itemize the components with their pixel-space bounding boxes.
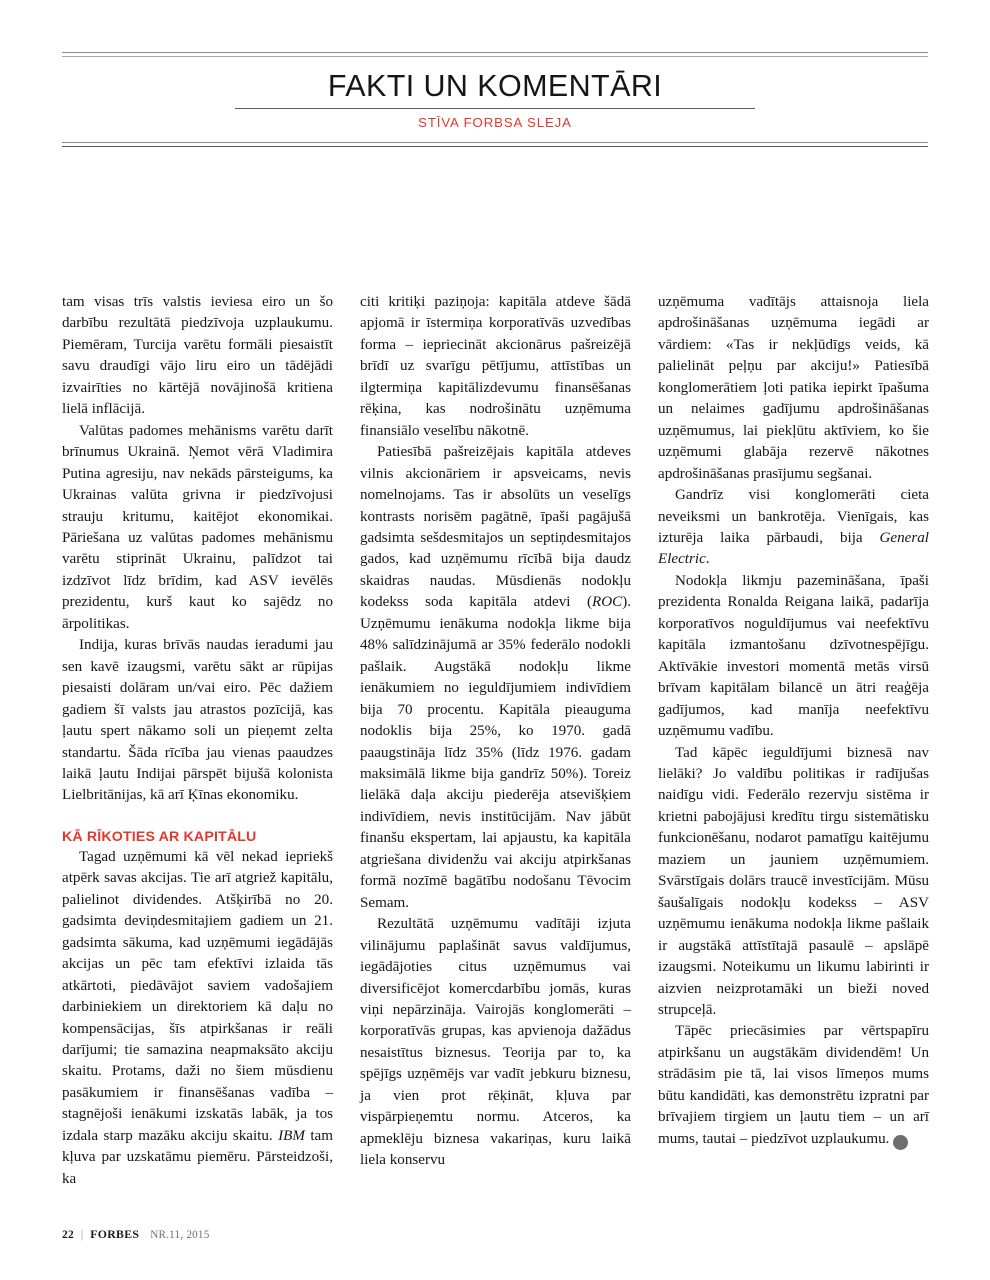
paragraph-text: ). Uzņēmumu ienākuma nodokļa likme bija 48% salīdzinājumā ar 35% federālo nodokli pašlaik. Augstākā nodokļu likme ienākumiem no ieguldījumiem indivīdiem bija 70 procentu. Kapitāla pieauguma nodoklis bija 25%, ko 1970. gadā paaugstināja līdz 35% (līdz 1976. gadam maksimālā likme bija gandrīz 50%). Toreiz lielākā daļa akciju piederēja atsevišķiem indivīdiem, nevis institūcijām. Nav jābūt finanšu ekspertam, lai apjaustu, ka kapitāla atgriešana dividenžu vai akciju atpirkšanas formā nozīmē bagātību nodošanu Tēvocim Semam. (360, 594, 631, 911)
paragraph: Nodokļa likmju pazemināšana, īpaši prezidenta Ronalda Reigana laikā, padarīja korporatīvos noguldījumus vai neefektīvu kapitāla izmantošanu dzīvotnespējīgu. Aktīvākie investori momentā metās virsū brīvam kapitālam bilancē un ātri reaģēja gadījumos, kad manīja neefektīvu uzņēmumu vadību. (658, 572, 929, 740)
section-heading: KĀ RĪKOTIES AR KAPITĀLU (62, 828, 257, 845)
article-column-1 (62, 292, 333, 1190)
article-column-2 (360, 292, 631, 1190)
paragraph (658, 1021, 929, 1150)
masthead-bottom-rule (62, 142, 928, 147)
article-columns (62, 292, 930, 1190)
paragraph-text: Gandrīz visi konglomerāti cieta neveiksmi un bankrotēja. Vienīgais, kas izturēja laika pārbaudi, bija (658, 487, 929, 546)
paragraph: tam visas trīs valstis ieviesa eiro un šo darbību rezultātā piedzīvoja uzplaukumu. Piemēram, Turcija varētu formāli piesaistīt savu draudīgi vājo liru eiro un tādējādi izvairīties no kārtējā novājinošā kritiena lielā inflācijā. (62, 294, 333, 418)
masthead-inner (62, 57, 928, 138)
footer-folio (62, 1227, 210, 1242)
paragraph: Tad kāpēc ieguldījumi biznesā nav lielāki? Jo valdību politikas ir radījušas naidīgu vidi. Federālo rezervju sistēma ir krietni pabojājusi kredītu tirgu sistemātisku funkcionēšanu, nodarot pamatīgu kaitējumu maziem un jauniem uzņēmumiem. Svārstīgais dolārs traucē investīcijām. Mūsu šaušalīgais nodokļu kodekss – ASV uzņēmumu ienākuma nodokļa likme pašlaik ir augstākā attīstītajā pasaulē – apslāpē izaugsmi. Noteikumu un likumu labirinti ir aizvien neizprotamāki un bieži noved strupceļā. (658, 744, 929, 1018)
paragraph (62, 847, 333, 1190)
paragraph (360, 442, 631, 914)
folio-page-number: 22 (62, 1229, 74, 1241)
forbes-end-mark-icon: F (893, 1135, 908, 1150)
page-title: FAKTI UN KOMENTĀRI (327, 69, 663, 103)
folio-separator: | (80, 1229, 84, 1241)
article-column-3 (658, 292, 929, 1190)
paragraph: uzņēmuma vadītājs attaisnoja liela apdrošināšanas uzņēmuma iegādi ar vārdiem: «Tas ir nekļūdīgs veids, kā palielināt peļņu par akciju!» Patiesībā konglomerātiem ļoti patika iepirkt īpašuma un nelaimes gadījumu apdrošināšanas uzņēmumus, lai piekļūtu aktīviem, ko šie uzņēmumi glabāja rezervē nākotnes apdrošināšanas prasījumu segšanai. (658, 294, 929, 482)
italic-term-general-electric: General Electric (658, 529, 929, 568)
paragraph-text: . (705, 551, 710, 568)
folio-issue: NR.11, 2015 (150, 1229, 210, 1241)
masthead (62, 52, 928, 147)
paragraph-text: tam kļuva par uzskatāmu piemēru. Pārsteidzoši, ka (62, 1127, 333, 1187)
paragraph-text: Tāpēc priecāsimies par vērtspapīru atpirkšanu un augstākām dividendēm! Un strādāsim pie tā, lai visos līmeņos mums būtu kandidāti, kas demonstrētu izpratni par brīvajiem tirgiem un ļautu tiem – un arī mums, tautai – piedzīvot uzplaukumu. (658, 1023, 929, 1147)
paragraph: Valūtas padomes mehānisms varētu darīt brīnumus Ukrainā. Ņemot vērā Vladimira Putina agresiju, nav nekāds pārsteigums, ka Ukrainas valūta grivna ir piedzīvojusi strauju kritumu, kaitējot ekonomikai. Pāriešana uz valūtas padomes mehānismu varētu stiprināt Ukrainu, palīdzot tai izdzīvot līdz brīdim, kad ASV ievēlēs prezidentu, kurš kaut ko sajēdz no ārpolitikas. (62, 422, 333, 632)
folio-brand: FORBES (90, 1227, 140, 1241)
italic-term-ibm: IBM (278, 1127, 305, 1144)
paragraph: Indija, kuras brīvās naudas ieradumi jau sen kavē izaugsmi, varētu sākt ar rūpijas piesaisti dolāram un/vai eiro. Pēc dažiem gadiem šī valsts jau atrastos pozīcijā, kas ļautu spert nākamo soli un pieņemt zelta standartu. Šāda rīcība jau vienas paaudzes laikā ļautu Indijai pārspēt bijušā kolonista Lielbritānijas, kā arī Ķīnas ekonomiku. (62, 637, 333, 804)
masthead-divider (235, 108, 755, 109)
paragraph-text: Patiesībā pašreizējais kapitāla atdeves vilnis akcionāriem ir apsveicams, nevis nomelnojams. Tas ir absolūts un veselīgs kontrasts norisēm pagātnē, īpaši pagājušā gadsimta sešdesmitajos un septiņdesmitajos gados, kad uzņēmumu rīcībā bija daudz skaidras naudas. Mūsdienās nodokļu kodekss soda kapitāla atdevi ( (360, 444, 631, 611)
paragraph: Rezultātā uzņēmumu vadītāji izjuta vilinājumu paplašināt savus valdījumus, iegādājoties citus uzņēmumus vai diversificējot komercdarbību jomās, kuras viņi nepārzināja. Vairojās konglomerāti – korporatīvās grupas, kas apvienoja dažādus nesaistītus biznesus. Teorija par to, ka spējīgs uzņēmējs var vadīt jebkuru biznesu, ja vien prot rēķināt, kļuva par vispārpieņemtu normu. Atceros, ka apmeklēju biznesa vakariņas, kuru laikā liela konservu (360, 916, 631, 1169)
paragraph (658, 485, 929, 571)
italic-term-roc: ROC (592, 594, 623, 611)
paragraph: citi kritiķi paziņoja: kapitāla atdeve šādā apjomā ir īstermiņa korporatīvās uzvedības forma – iepriecināt akcionārus pašreizējā brīdī uz svarīgu pētījumu, attīstības un ilgtermiņa kapitālizdevumu finansēšanas rēķina, kas nodrošinātu uzņēmuma finansiālo veselību nākotnē. (360, 294, 631, 439)
masthead-kicker: STĪVA FORBSA SLEJA (418, 115, 572, 131)
paragraph-text: Tagad uzņēmumi kā vēl nekad iepriekš atpērk savas akcijas. Tie arī atgriež kapitālu, palielinot dividendes. Atšķirībā no 20. gadsimta deviņdesmitajiem gadiem un 21. gadsimta sākuma, kad uzņēmumi iegādājās akcijas un pēc tam efektīvi izlaida tās atkārtoti, piedāvājot saviem vadošajiem darbiniekiem un direktoriem kā daļu no kompensācijas, šīs atpirkšanas ir reāli darījumi; tie samazina neapmaksāto akciju skaitu. Protams, daži no šiem mūsdienu pasākumiem ir finansēšanas vadība – stagnējoši ienākumi izskatās labāk, ja tos izdala starp mazāku akciju skaitu. (62, 848, 333, 1144)
